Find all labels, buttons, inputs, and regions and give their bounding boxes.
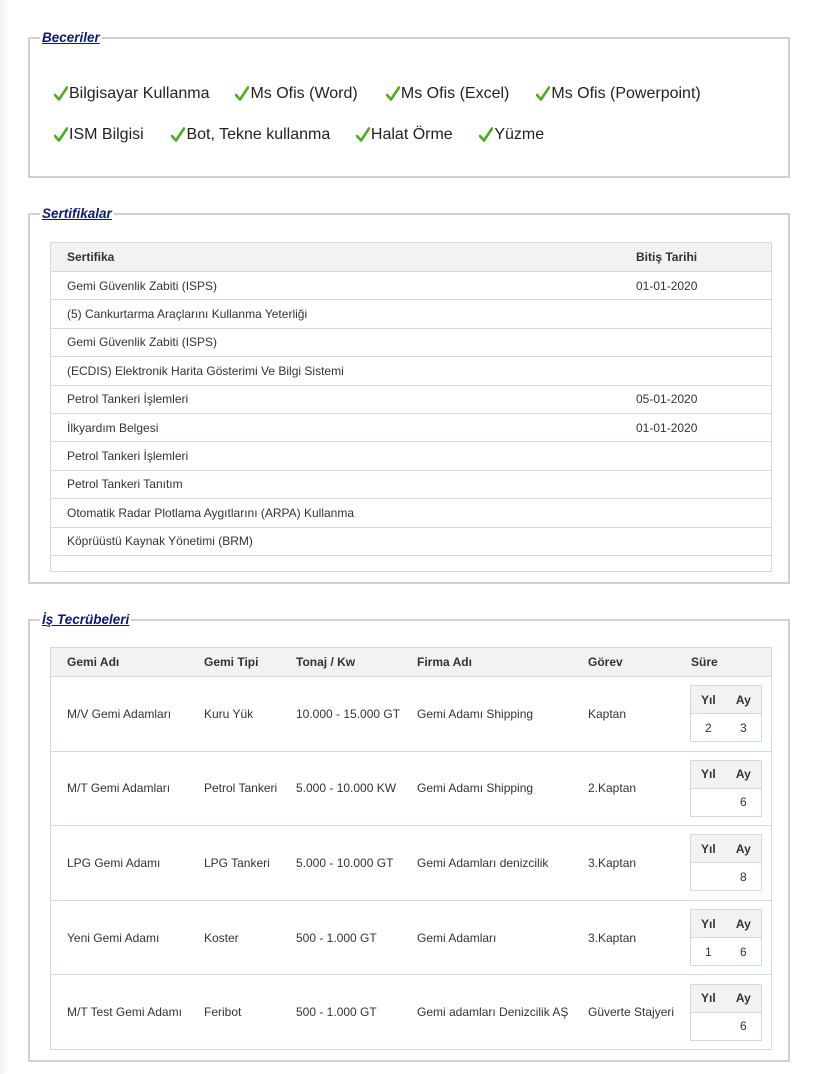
ship-name: M/T Test Gemi Adamı xyxy=(51,975,189,1050)
role: 2.Kaptan xyxy=(572,751,675,826)
ship-type: Feribot xyxy=(188,975,280,1050)
duration-header-row xyxy=(691,760,762,788)
certificate-row xyxy=(51,499,772,527)
skills-legend: Beceriler xyxy=(42,30,100,45)
empty-cell xyxy=(51,555,621,571)
certificate-end-date xyxy=(620,328,772,356)
skill-item: Ms Ofis (Word) xyxy=(235,85,381,103)
certificate-row xyxy=(51,328,772,356)
certificates-table xyxy=(50,242,772,572)
duration-year-header: Yıl xyxy=(691,910,726,938)
certificate-end-date xyxy=(620,442,772,470)
duration-cell xyxy=(675,826,772,901)
duration-cell xyxy=(675,900,772,975)
certificate-end-date: 01-01-2020 xyxy=(620,272,772,300)
duration-table xyxy=(690,760,762,817)
certificate-row xyxy=(51,300,772,328)
certificate-end-date xyxy=(620,470,772,498)
col-header-tonnage: Tonaj / Kw xyxy=(280,648,401,677)
certificate-row xyxy=(51,272,772,300)
certificate-end-date: 01-01-2020 xyxy=(620,413,772,441)
duration-year-header: Yıl xyxy=(691,686,726,714)
certificate-end-date xyxy=(620,499,772,527)
certificate-end-date: 05-01-2020 xyxy=(620,385,772,413)
experience-row xyxy=(51,826,772,901)
certificate-name: Petrol Tankeri Tanıtım xyxy=(51,470,621,498)
checkmark-icon xyxy=(235,86,249,102)
experience-row xyxy=(51,975,772,1050)
duration-value-row xyxy=(691,714,762,742)
skill-item: Ms Ofis (Excel) xyxy=(386,85,532,103)
checkmark-icon xyxy=(54,86,68,102)
certificate-name: İlkyardım Belgesi xyxy=(51,413,621,441)
duration-month: 6 xyxy=(726,788,762,816)
duration-year xyxy=(691,863,726,891)
ship-type: Petrol Tankeri xyxy=(188,751,280,826)
duration-month: 6 xyxy=(726,938,762,966)
duration-header-row xyxy=(691,910,762,938)
role: Kaptan xyxy=(572,677,675,752)
skills-row-2 xyxy=(54,126,544,148)
certificate-row xyxy=(51,385,772,413)
skills-row-1 xyxy=(54,85,701,107)
duration-month: 6 xyxy=(726,1012,762,1040)
duration-header-row xyxy=(691,984,762,1012)
ship-name: M/V Gemi Adamları xyxy=(51,677,189,752)
experience-header-row xyxy=(51,648,772,677)
certificate-name: (ECDIS) Elektronik Harita Gösterimi Ve Bilgi Sistemi xyxy=(51,357,621,385)
col-header-company: Firma Adı xyxy=(401,648,572,677)
checkmark-icon xyxy=(536,86,550,102)
checkmark-icon xyxy=(54,127,68,143)
certificate-name: Gemi Güvenlik Zabiti (ISPS) xyxy=(51,272,621,300)
duration-year xyxy=(691,788,726,816)
experience-row xyxy=(51,677,772,752)
col-header-role: Görev xyxy=(572,648,675,677)
certificate-row xyxy=(51,413,772,441)
certificate-row xyxy=(51,442,772,470)
checkmark-icon xyxy=(356,127,370,143)
duration-cell xyxy=(675,751,772,826)
duration-table xyxy=(690,984,762,1041)
tonnage: 500 - 1.000 GT xyxy=(280,900,401,975)
col-header-ship-type: Gemi Tipi xyxy=(188,648,280,677)
checkmark-icon xyxy=(386,86,400,102)
company-name: Gemi Adamı Shipping xyxy=(401,677,572,752)
checkmark-icon xyxy=(171,127,185,143)
certificate-name: (5) Cankurtarma Araçlarını Kullanma Yeterliği xyxy=(51,300,621,328)
duration-value-row xyxy=(691,788,762,816)
col-header-ship-name: Gemi Adı xyxy=(51,648,189,677)
duration-year-header: Yıl xyxy=(691,760,726,788)
duration-table xyxy=(690,909,762,966)
duration-year xyxy=(691,1012,726,1040)
certificate-row xyxy=(51,357,772,385)
company-name: Gemi Adamı Shipping xyxy=(401,751,572,826)
ship-type: Koster xyxy=(188,900,280,975)
experience-legend: İş Tecrübeleri xyxy=(42,612,130,627)
skill-item: Yüzme xyxy=(479,126,544,144)
certificates-section xyxy=(28,206,790,584)
skills-section xyxy=(28,30,790,178)
duration-header-row xyxy=(691,686,762,714)
skill-item: Bilgisayar Kullanma xyxy=(54,85,231,103)
certificate-empty-row xyxy=(51,555,772,571)
col-header-duration: Süre xyxy=(675,648,772,677)
duration-year: 2 xyxy=(691,714,726,742)
duration-month-header: Ay xyxy=(726,910,762,938)
role: 3.Kaptan xyxy=(572,826,675,901)
experience-row xyxy=(51,751,772,826)
certificate-row xyxy=(51,527,772,555)
duration-table xyxy=(690,685,762,742)
tonnage: 10.000 - 15.000 GT xyxy=(280,677,401,752)
certificates-legend: Sertifikalar xyxy=(42,206,112,221)
ship-name: LPG Gemi Adamı xyxy=(51,826,189,901)
certificate-name: Gemi Güvenlik Zabiti (ISPS) xyxy=(51,328,621,356)
tonnage: 500 - 1.000 GT xyxy=(280,975,401,1050)
duration-year: 1 xyxy=(691,938,726,966)
ship-type: Kuru Yük xyxy=(188,677,280,752)
duration-month-header: Ay xyxy=(726,835,762,863)
duration-month-header: Ay xyxy=(726,686,762,714)
duration-value-row xyxy=(691,938,762,966)
skill-item: Halat Örme xyxy=(356,126,475,144)
checkmark-icon xyxy=(479,127,493,143)
certificate-name: Petrol Tankeri İşlemleri xyxy=(51,442,621,470)
duration-table xyxy=(690,834,762,891)
duration-month: 3 xyxy=(726,714,762,742)
ship-name: M/T Gemi Adamları xyxy=(51,751,189,826)
duration-value-row xyxy=(691,863,762,891)
ship-type: LPG Tankeri xyxy=(188,826,280,901)
col-header-end-date: Bitiş Tarihi xyxy=(620,243,772,272)
duration-year-header: Yıl xyxy=(691,835,726,863)
duration-header-row xyxy=(691,835,762,863)
duration-value-row xyxy=(691,1012,762,1040)
certificate-name: Köprüüstü Kaynak Yönetimi (BRM) xyxy=(51,527,621,555)
certificate-name: Petrol Tankeri İşlemleri xyxy=(51,385,621,413)
company-name: Gemi Adamları denizcilik xyxy=(401,826,572,901)
experience-table xyxy=(50,647,772,1050)
skill-item: Ms Ofis (Powerpoint) xyxy=(536,85,700,103)
duration-year-header: Yıl xyxy=(691,984,726,1012)
col-header-certificate: Sertifika xyxy=(51,243,621,272)
experience-row xyxy=(51,900,772,975)
skill-item: Bot, Tekne kullanma xyxy=(171,126,351,144)
duration-cell xyxy=(675,677,772,752)
role: Güverte Stajyeri xyxy=(572,975,675,1050)
duration-cell xyxy=(675,975,772,1050)
certificate-row xyxy=(51,470,772,498)
company-name: Gemi Adamları xyxy=(401,900,572,975)
tonnage: 5.000 - 10.000 KW xyxy=(280,751,401,826)
duration-month-header: Ay xyxy=(726,984,762,1012)
role: 3.Kaptan xyxy=(572,900,675,975)
certificate-end-date xyxy=(620,300,772,328)
page-edge-shade xyxy=(0,0,8,1074)
duration-month-header: Ay xyxy=(726,760,762,788)
company-name: Gemi adamları Denizcilik AŞ xyxy=(401,975,572,1050)
experience-section xyxy=(28,612,790,1062)
certificate-end-date xyxy=(620,527,772,555)
ship-name: Yeni Gemi Adamı xyxy=(51,900,189,975)
certificates-header-row xyxy=(51,243,772,272)
tonnage: 5.000 - 10.000 GT xyxy=(280,826,401,901)
skill-item: ISM Bilgisi xyxy=(54,126,167,144)
certificate-end-date xyxy=(620,357,772,385)
duration-month: 8 xyxy=(726,863,762,891)
empty-cell xyxy=(620,555,772,571)
certificate-name: Otomatik Radar Plotlama Aygıtlarını (ARPA) Kullanma xyxy=(51,499,621,527)
